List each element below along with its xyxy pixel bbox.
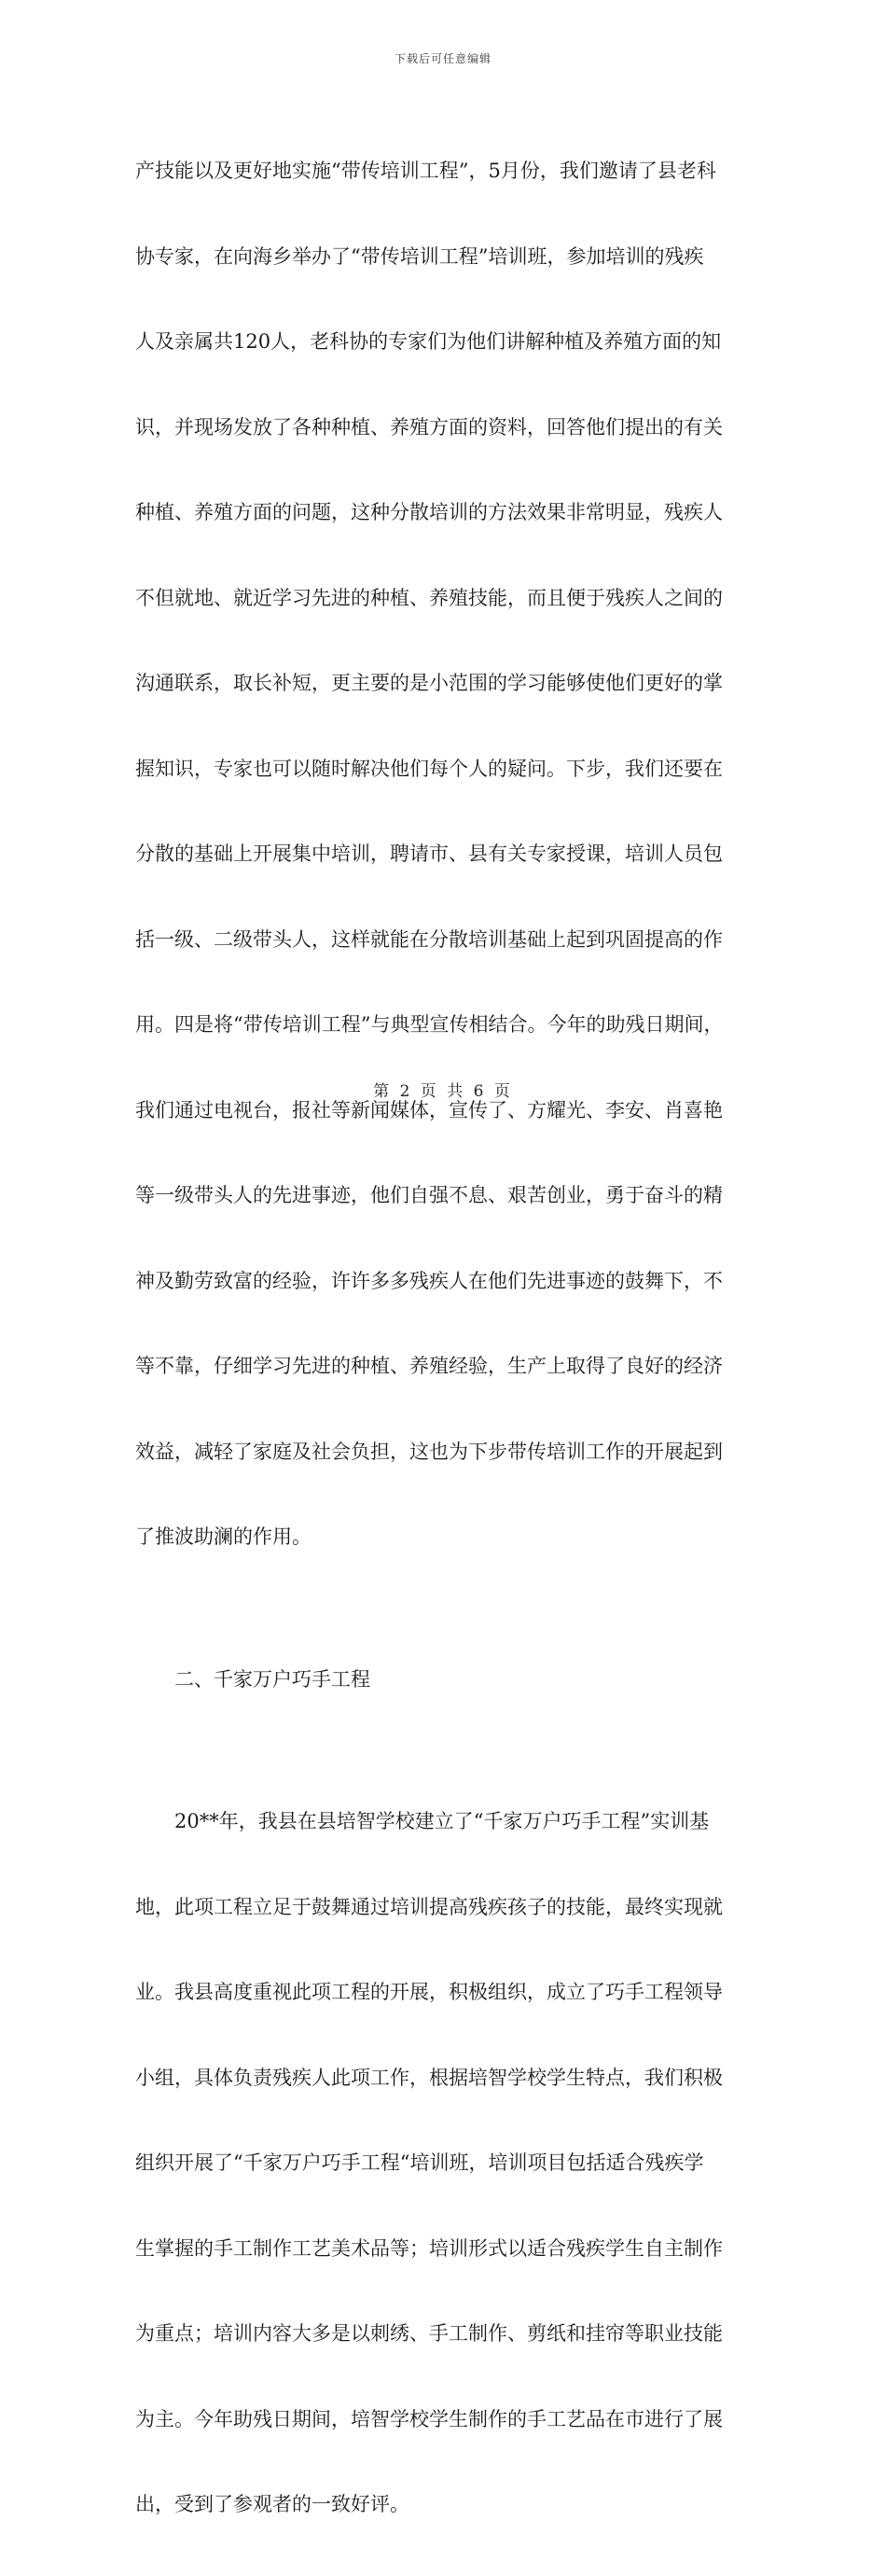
text-line: 协专家，在向海乡举办了“带传培训工程”培训班，参加培训的残疾 <box>135 244 704 268</box>
section-heading: 二、千家万户巧手工程 <box>174 1667 370 1691</box>
text-line: 人及亲属共120人，老科协的专家们为他们讲解种植及养殖方面的知 <box>135 330 722 353</box>
text-line: 了推波助澜的作用。 <box>135 1525 311 1548</box>
text-line: 小组，具体负责残疾人此项工作，根据培智学校学生特点，我们积极 <box>135 2066 723 2089</box>
text-line: 效益，减轻了家庭及社会负担，这也为下步带传培训工作的开展起到 <box>135 1440 723 1463</box>
text-line: 等一级带头人的先进事迹，他们自强不息、艰苦创业，勇于奋斗的精 <box>135 1184 723 1206</box>
text-line: 神及勤劳致富的经验，许许多多残疾人在他们先进事迹的鼓舞下，不 <box>135 1269 723 1292</box>
text-line: 组织开展了“千家万户巧手工程“培训班，培训项目包括适合残疾学 <box>135 2151 704 2174</box>
header-note: 下载后可任意编辑 <box>394 52 491 65</box>
paragraph-section <box>135 1750 751 2576</box>
document-body <box>135 100 751 2576</box>
page-number: 第 2 页 共 6 页 <box>373 1082 513 1101</box>
text-line: 地，此项工程立足于鼓舞通过培训提高残疾孩子的技能，最终实现就 <box>135 1895 723 1918</box>
text-line: 用。四是将“带传培训工程”与典型宣传相结合。今年的助残日期间， <box>135 1013 724 1036</box>
text-line: 生掌握的手工制作工艺美术品等；培训形式以适合残疾学生自主制作 <box>135 2236 723 2260</box>
text-line: 业。我县高度重视此项工程的开展，积极组织，成立了巧手工程领导 <box>135 1981 723 2003</box>
text-line: 括一级、二级带头人，这样就能在分散培训基础上起到巩固提高的作 <box>135 927 723 951</box>
text-line: 20**年，我县在县培智学校建立了“千家万户巧手工程”实训基 <box>174 1810 710 1832</box>
text-line: 我们通过电视台，报社等新闻媒体，宣传了、方耀光、李安、肖喜艳 <box>135 1098 723 1121</box>
text-line: 产技能以及更好地实施“带传培训工程”，5月份，我们邀请了县老科 <box>135 160 716 182</box>
section-heading-paragraph <box>135 1608 751 1751</box>
text-line: 种植、养殖方面的问题，这种分散培训的方法效果非常明显，残疾人 <box>135 501 723 523</box>
text-line: 等不靠，仔细学习先进的种植、养殖经验，生产上取得了良好的经济 <box>135 1355 723 1377</box>
text-line: 不但就地、就近学习先进的种植、养殖技能，而且便于残疾人之间的 <box>135 586 723 609</box>
text-line: 识，并现场发放了各种种植、养殖方面的资料，回答他们提出的有关 <box>135 415 723 439</box>
text-line: 出，受到了参观者的一致好评。 <box>135 2493 409 2515</box>
text-line: 握知识，专家也可以随时解决他们每个人的疑问。下步，我们还要在 <box>135 757 723 780</box>
text-line: 分散的基础上开展集中培训，聘请市、县有关专家授课，培训人员包 <box>135 842 723 865</box>
paragraph-continued <box>135 100 751 1608</box>
text-line: 沟通联系，取长补短，更主要的是小范围的学习能够使他们更好的掌 <box>135 672 723 694</box>
text-line: 为重点；培训内容大多是以刺绣、手工制作、剪纸和挂帘等职业技能 <box>135 2322 723 2345</box>
text-line: 为主。今年助残日期间，培智学校学生制作的手工艺品在市进行了展 <box>135 2407 723 2430</box>
